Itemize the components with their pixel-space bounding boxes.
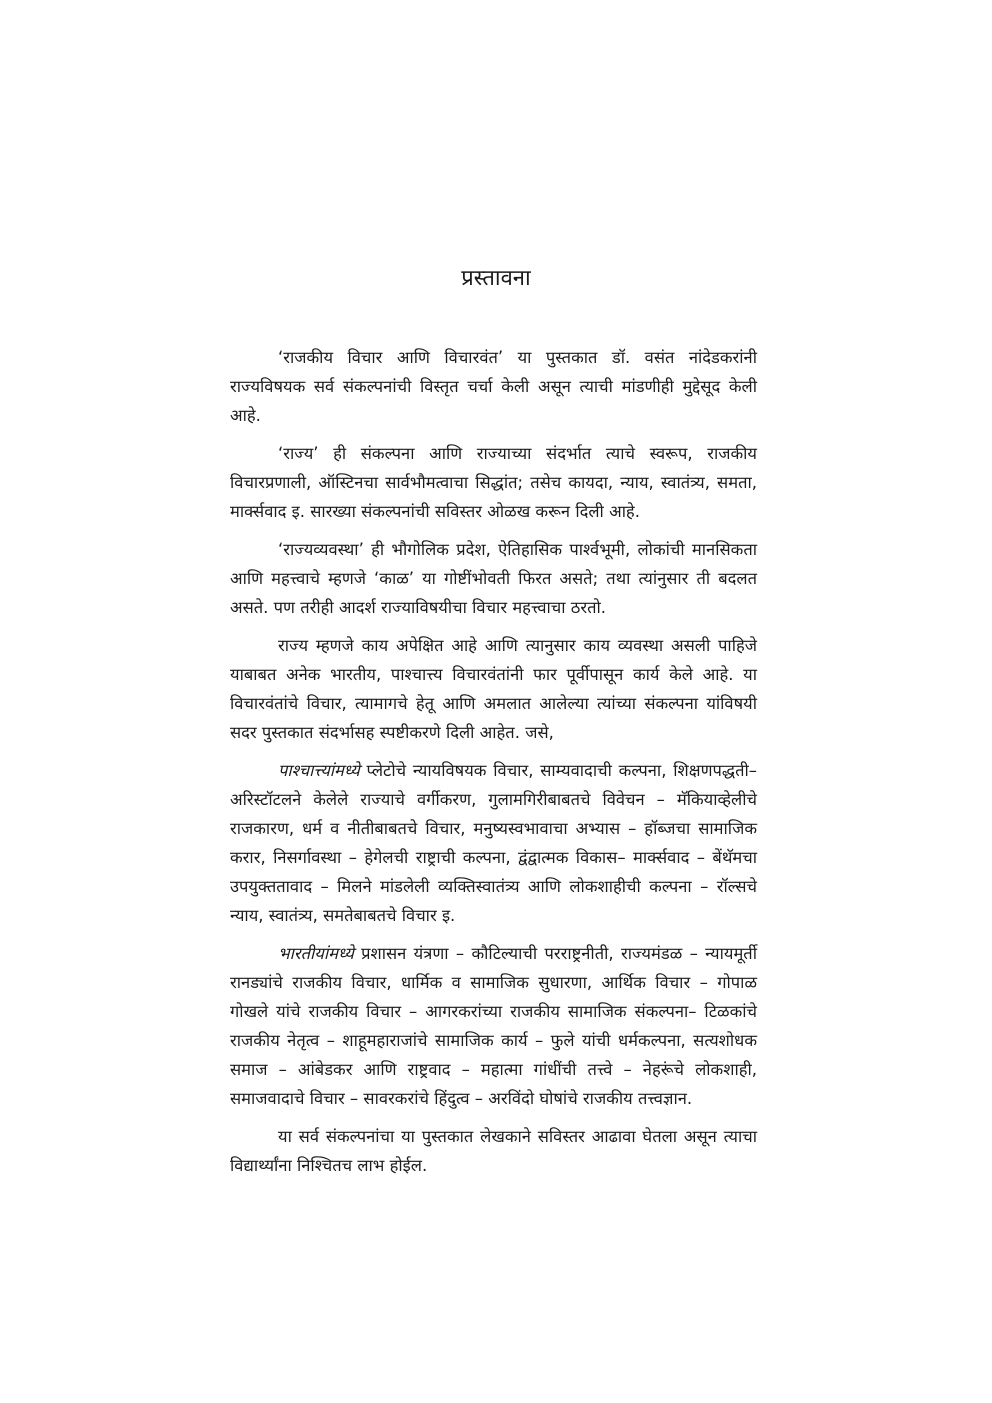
page-title: प्रस्तावना — [461, 266, 531, 291]
paragraph-2 — [230, 439, 757, 526]
paragraph-text: ‘राज्य’ ही संकल्पना आणि राज्याच्या संदर्भात त्याचे स्वरूप, राजकीय विचारप्रणाली, ऑस्टिनचा सार्वभौमत्वाचा सिद्धांत; तसेच कायदा, न्याय, स्वातंत्र्य, समता, मार्क्सवाद इ. सारख्या संकल्पनांची सविस्तर ओळख करून दिली आहे. — [230, 444, 757, 521]
paragraph-1 — [230, 343, 757, 430]
paragraph-lead: भारतीयांमध्ये — [278, 944, 354, 963]
paragraph-text: या सर्व संकल्पनांचा या पुस्तकात लेखकाने सविस्तर आढावा घेतला असून त्याचा विद्यार्थ्यांना निश्चितच लाभ होईल. — [230, 1127, 757, 1175]
paragraph-text: ‘राज्यव्यवस्था’ ही भौगोलिक प्रदेश, ऐतिहासिक पार्श्वभूमी, लोकांची मानसिकता आणि महत्त्वाचे म्हणजे ‘काळ’ या गोष्टींभोवती फिरत असते; तथा त्यांनुसार ती बदलत असते. पण तरीही आदर्श राज्याविषयीचा विचार महत्त्वाचा ठरतो. — [230, 540, 757, 617]
paragraph-text: प्रशासन यंत्रणा – कौटिल्याची परराष्ट्रनीती, राज्यमंडळ – न्यायमूर्ती रानड्यांचे राजकीय विचार, धार्मिक व सामाजिक सुधारणा, आर्थिक विचार – गोपाळ गोखले यांचे राजकीय विचार – आगरकरांच्या राजकीय सामाजिक संकल्पना– टिळकांचे राजकीय नेतृत्व – शाहूमहाराजांचे सामाजिक कार्य – फुले यांची धर्मकल्पना, सत्यशोधक समाज – आंबेडकर आणि राष्ट्रवाद – महात्मा गांधींची तत्त्वे – नेहरूंचे लोकशाही, समाजवादाचे विचार – सावरकरांचे हिंदुत्व – अरविंदो घोषांचे राजकीय तत्त्वज्ञान. — [230, 944, 757, 1108]
paragraph-7 — [230, 1122, 757, 1180]
paragraph-text: ‘राजकीय विचार आणि विचारवंत’ या पुस्तकात डॉ. वसंत नांदेडकरांनी राज्यविषयक सर्व संकल्पनांची विस्तृत चर्चा केली असून त्याची मांडणीही मुद्देसूद केली आहे. — [230, 348, 757, 425]
paragraph-5 — [230, 756, 757, 930]
paragraph-3 — [230, 535, 757, 622]
paragraph-4 — [230, 631, 757, 747]
preface-body — [230, 343, 757, 1189]
paragraph-6 — [230, 939, 757, 1113]
paragraph-lead: पाश्चात्त्यांमध्ये — [278, 761, 360, 780]
paragraph-text: प्लेटोचे न्यायविषयक विचार, साम्यवादाची कल्पना, शिक्षणपद्धती– अरिस्टॉटलने केलेले राज्याचे वर्गीकरण, गुलामगिरीबाबतचे विवेचन – मॅकियाव्हेलीचे राजकारण, धर्म व नीतीबाबतचे विचार, मनुष्यस्वभावाचा अभ्यास – हॉब्जचा सामाजिक करार, निसर्गावस्था – हेगेलची राष्ट्राची कल्पना, द्वंद्वात्मक विकास– मार्क्सवाद – बेंथॅमचा उपयुक्ततावाद – मिलने मांडलेली व्यक्तिस्वातंत्र्य आणि लोकशाहीची कल्पना – रॉल्सचे न्याय, स्वातंत्र्य, समतेबाबतचे विचार इ. — [230, 761, 757, 925]
paragraph-text: राज्य म्हणजे काय अपेक्षित आहे आणि त्यानुसार काय व्यवस्था असली पाहिजे याबाबत अनेक भारतीय, पाश्चात्त्य विचारवंतांनी फार पूर्वीपासून कार्य केले आहे. या विचारवंतांचे विचार, त्यामागचे हेतू आणि अमलात आलेल्या त्यांच्या संकल्पना यांविषयी सदर पुस्तकात संदर्भासह स्पष्टीकरणे दिली आहेत. जसे, — [230, 636, 757, 742]
